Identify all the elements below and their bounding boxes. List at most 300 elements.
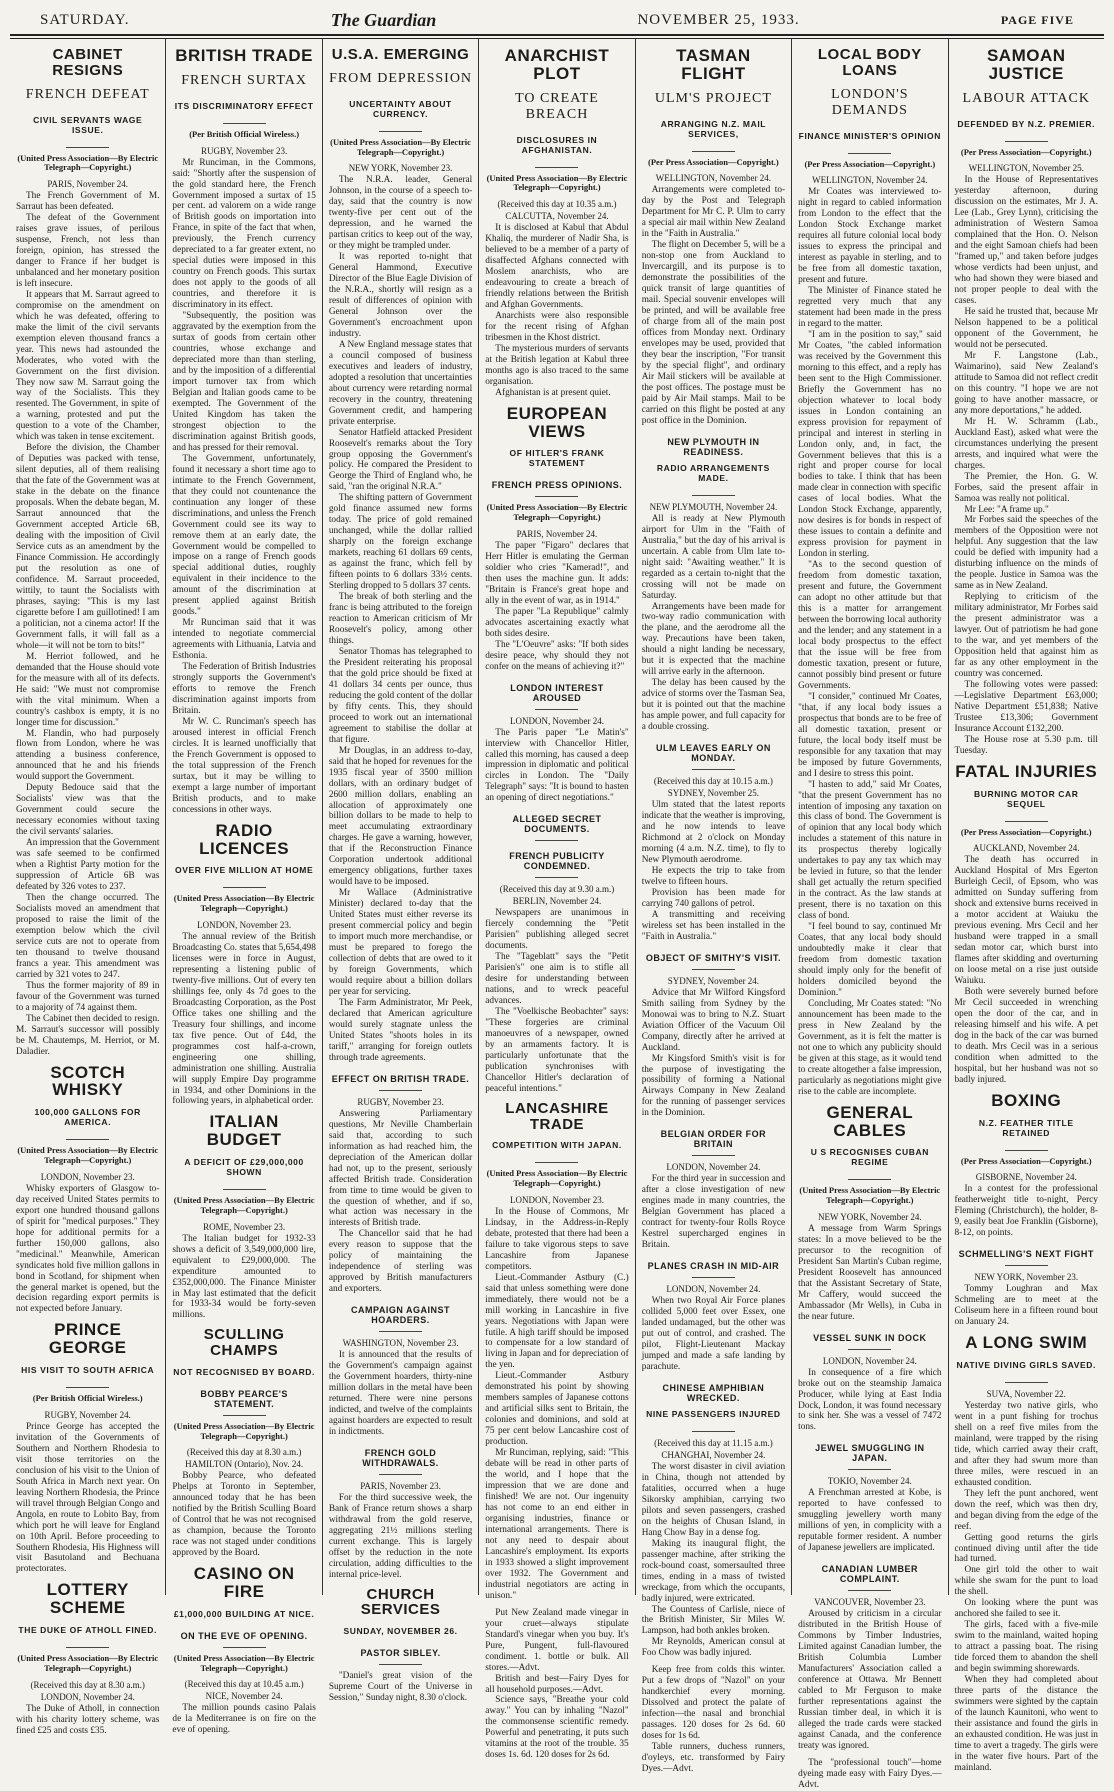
divider-rule xyxy=(66,1647,109,1648)
divider-rule xyxy=(223,1647,266,1648)
article-subheading: FRENCH SURTAX xyxy=(181,72,308,88)
article-kicker: UNCERTAINTY ABOUT CURRENCY. xyxy=(349,98,452,119)
news-column xyxy=(479,39,635,1761)
article-body xyxy=(485,1207,628,1602)
divider-rule xyxy=(1005,1382,1048,1383)
article-body xyxy=(642,514,785,733)
article-paragraph: The Countess of Carlisle, niece of the British Minister, Sir Miles W. Lampson, had both ankles broken. xyxy=(641,1604,786,1637)
article-paragraph: A New England message states that a council composed of business executives and leaders of industry, adopted a resolution that uncertainties about currency were retarding normal recovery in the country, threatening Government credit, and hampering private enterprise. xyxy=(328,339,473,427)
news-article xyxy=(329,1074,472,1295)
article-paragraph: Mr Reynolds, American consul at Foo Chow was badly injured. xyxy=(641,1637,786,1659)
article-dateline: HAMILTON (Ontario), Nov. 24. xyxy=(185,1459,304,1470)
news-article xyxy=(642,47,785,427)
article-paragraph: Afghanistan is at present quiet. xyxy=(495,387,611,398)
divider-rule xyxy=(1005,1265,1048,1266)
news-column xyxy=(949,39,1104,1773)
received-time: (Received this day at 8.30 a.m.) xyxy=(186,1447,302,1458)
article-dateline: CALCUTTA, November 24. xyxy=(505,211,609,222)
divider-rule xyxy=(692,969,735,970)
article-paragraph: Senator Thomas has telegraphed to the President reiterating his proposal that the gold price should be fixed at 41 dollars 34 cents per ounce, thus reducing the gold content of the dollar by fifty cents. This, they should proceed to work out an international agreement to stabilise the dollar at that figure. xyxy=(328,646,473,745)
article-paragraph: Making its inaugural flight, the passenger machine, after striking the rock-bound coast, somersaulted three times, ending in a mass of twisted wreckage, from which the occupants, badly injured, were extricated. xyxy=(641,1538,786,1604)
article-paragraph: Mr Runciman, replying, said: "This debate will be read in other parts of the world, and I hope that the impression that we are done and finished! We are not. Our ingenuity has not come to an end either in organising industries, finance or international arrangements. There is not any need to despair about Lancashire's employment. Its exports in 1933 showed a slight improvement over 1932. The Government and industrial negotiators are acting in unison." xyxy=(485,1448,629,1601)
article-dateline: NICE, November 24. xyxy=(205,1691,283,1702)
article-paragraph: It appears that M. Sarraut agreed to compromise on the amendment on which he was defeated, offering to make the limit of the civil servants exemption eleven thousand francs a year. This news had astounded the Moderates, who voted with the Government on the first division. They now saw M. Sarraut going the way of the Socialists. This they resented. The Government, in spite of a warning, protested and put the question to a vote of the Chamber, which was taken in tense excitement. xyxy=(16,289,160,443)
article-paragraph: Arrangements have been made for two-way radio communication with the plane, and the aerodrome all the way. Precautions have been taken, should a night landing be necessary, but it is expected that the machine will arrive early in the afternoon. xyxy=(641,601,786,678)
article-paragraph: The million pounds casino Palais de la Mediterranee is on fire on the eve of opening. xyxy=(172,1703,316,1736)
divider-rule xyxy=(848,1179,891,1180)
article-headline: TASMAN FLIGHT xyxy=(676,46,751,83)
article-paragraph: Mr Runciman said that it was intended to negotiate commercial agreements with Lithuania, Latvia and Esthonia. xyxy=(172,618,316,662)
article-credit: (Per Press Association—Copyright.) xyxy=(648,156,779,167)
news-article xyxy=(329,1587,472,1704)
article-paragraph: They left the punt anchored, went down the reef, which was then dry, and began diving from the edge of the reef. xyxy=(954,1488,1098,1532)
article-credit: (United Press Association—By Electric Telegraph—Copyright.) xyxy=(17,152,159,173)
article-credit: (United Press Association—By Electric Telegraph—Copyright.) xyxy=(486,502,628,523)
article-minor-heading: FRENCH PRESS OPINIONS. xyxy=(491,480,623,491)
article-kicker: DISCLOSURES IN AFGHANISTAN. xyxy=(516,134,598,155)
article-minor-heading: FRENCH PUBLICITY CONDEMNED. xyxy=(509,851,605,872)
article-paragraph: A Frenchman arrested at Kobe, is reported to have confessed to smuggling jewellery worth many millions of yen, in complicity with a reputable former resident. A number of Japanese jewellers are implicated. xyxy=(798,1488,942,1554)
article-body xyxy=(642,800,785,943)
article-dateline: RUGBY, November 23. xyxy=(357,1096,444,1107)
article-paragraph: M. Herriot followed, and he demanded that the House should vote for the measure with all of its defects. He said: "We must not compromise with the vital minimum. When a country's cashbox is empty, it is no longer time for discussion." xyxy=(16,651,160,728)
news-article xyxy=(798,1104,941,1323)
article-paragraph: A transmitting and receiving wireless set has been installed in the "Faith in Australia." xyxy=(641,909,786,942)
divider-rule xyxy=(66,147,109,148)
news-article xyxy=(955,763,1098,1086)
article-paragraph: Answering Parliamentary questions, Mr Neville Chamberlain said that, according to such information as had reached him, the depreciation of the American dollar had not, up to the present, seriously affected British trade. Consideration from time to time would be given to the question of whether, and if so, what action was necessary in the interests of British trade. xyxy=(328,1108,473,1229)
article-minor-heading: LONDON INTEREST AROUSED xyxy=(510,682,604,703)
article-body xyxy=(485,1608,628,1762)
news-column xyxy=(323,39,479,1704)
divider-rule xyxy=(692,151,735,152)
article-dateline: PARIS, November 23. xyxy=(360,1480,441,1491)
article-paragraph: The worst disaster in civil aviation in China, though not attended by fatalities, occurred when a huge Sikorsky amphibian, carrying two pilots and seven passengers, crashed on the heights of Chusan Island, in Hang Chow Bay in a dense fog. xyxy=(641,1461,786,1538)
article-headline: SCOTCH WHISKY xyxy=(50,1062,126,1100)
article-body xyxy=(955,1284,1098,1328)
article-credit: (Per Press Association—Copyright.) xyxy=(960,826,1092,837)
article-minor-heading: PASTOR SIBLEY. xyxy=(360,1648,441,1659)
article-dateline: VANCOUVER, November 23. xyxy=(814,1597,926,1608)
article-paragraph: Newspapers are unanimous in fiercely condemning the "Petit Parisien" publishing alleged secret documents. xyxy=(485,908,629,952)
article-paragraph: Mr F. Langstone (Lab., Waimarino), said New Zealand's attitude to Samoa did not reflect credit on this country. "I hope we are not going to have another massacre, or any more deportations," he added. xyxy=(954,350,1098,416)
article-paragraph: All is ready at New Plymouth airport for Ulm in the "Faith of Australia," but the day of his arrival is uncertain. A cable from Ulm late to-night said: "Awaiting weather." It is regarded as a certain to-night that the crossing will not be made on Saturday. xyxy=(641,513,786,601)
article-paragraph: The break of both sterling and the franc is being attributed to the foreign reaction to American criticism of Mr Roosevelt's policy, among other things. xyxy=(328,592,473,646)
article-body xyxy=(172,158,315,816)
article-paragraph: Aroused by criticism in a circular distributed in the British House of Commons by Timber Industries, Limited against Canadian lumber, the British Columbia Lumber Manufacturers' Association called a conference at Ottawa. Mr Bennett cabled to Mr Ferguson to make further representations against the Russian timber deal, in which it is alleged the trade cards were stacked against Canada, and the conference treaty was ignored. xyxy=(798,1609,942,1751)
article-subheading: LABOUR ATTACK xyxy=(962,90,1090,106)
article-kicker: NATIVE DIVING GIRLS SAVED. xyxy=(956,1359,1096,1370)
article-body xyxy=(955,175,1098,756)
news-article xyxy=(485,851,628,1094)
news-article xyxy=(955,47,1098,757)
article-minor-heading: FRENCH GOLD WITHDRAWALS. xyxy=(362,1447,439,1468)
article-paragraph: In the House of Representatives yesterday afternoon, during discussion on the estimates, Mr J. A. Lee (Lab., Grey Lynn), criticising the administration of Western Samoa complained that the Hon. O. Nelson and the eight Samoan chiefs had been "framed up," and taken before judges whose verdicts had been unjust, and who had shown they were biased and not proper people to deal with the cases. xyxy=(954,175,1098,307)
article-paragraph: The French Government of M. Sarraut has been defeated. xyxy=(16,191,160,212)
article-dateline: RUGBY, November 24. xyxy=(44,1409,131,1420)
article-paragraph: Before the division, the Chamber of Deputies was packed with tense, silent deputies, all of them realising that the fate of the Government was at stake in the debate on the finance proposals. When the debate began, M. Sarraut announced that the Government accepted Article 6B, dealing with the imposition of Civil Service cuts as an amendment by the Finance Commission. He accordingly put the resolution as one of confidence. M. Sarraut proceeded, wittily, to taunt the Socialists with phrases, saying: "This is my last cigarette before I am guillotined! I am a politician, not a cinema actor! If the Government falls, it will fall as a whole—it will not be torn to bits!" xyxy=(16,443,160,651)
article-paragraph: The death has occurred in Auckland Hospital of Mrs Egerton Burleigh Cecil, of Epsom, who was admitted on Sunday suffering from shock and extensive burns received in a motor accident at Waiuku the previous evening. Mrs Cecil and her husband were trapped in a small sedan motor car, which burst into flames after skidding and overturning on loose metal on a rise just outside Waiuku. xyxy=(954,855,1098,987)
article-paragraph: The "professional touch"—home dyeing made easy with Fairy Dyes.—Advt. xyxy=(798,1757,942,1790)
article-paragraph: The delay has been caused by the advice of storms over the Tasman Sea, but it is pointed out that the machine has ample power, and full capacity for a double crossing. xyxy=(641,678,786,733)
divider-rule xyxy=(848,153,891,154)
divider-rule xyxy=(848,1590,891,1591)
article-credit: (United Press Association—By Electric Telegraph—Copyright.) xyxy=(17,1145,159,1166)
article-kicker: U S RECOGNISES CUBAN REGIME xyxy=(810,1147,929,1168)
article-dateline: LONDON, November 23. xyxy=(40,1171,135,1182)
article-dateline: WELLINGTON, November 24. xyxy=(655,173,772,184)
article-dateline: WASHINGTON, November 23. xyxy=(342,1338,459,1349)
news-article xyxy=(642,743,785,943)
article-headline: BRITISH TRADE xyxy=(175,46,314,65)
article-paragraph: Bobby Pearce, who defeated Phelps at Toronto in September, announced today that he has been notified by the British Sculling Board of Control that he was not recognised as champion, because the Toronto race was not staged under conditions approved by the Board. xyxy=(172,1471,316,1559)
news-article xyxy=(485,1608,628,1762)
article-body xyxy=(329,175,472,1063)
article-paragraph: Provision has been made for carrying 740 gallons of petrol. xyxy=(641,887,786,909)
article-dateline: GISBORNE, November 24. xyxy=(975,1172,1077,1183)
article-dateline: WELLINGTON, November 25. xyxy=(968,163,1084,174)
divider-rule xyxy=(379,131,422,132)
article-paragraph: M. Flandin, who had purposely flown from London, where he was attending a business conference, announced that he and his friends would support the Government. xyxy=(16,728,160,783)
article-paragraph: Mr H. W. Schramm (Lab., Auckland East), asked what were the circumstances underlying the present arrests, and inquired what were the charges. xyxy=(954,416,1098,471)
article-minor-heading: OBJECT OF SMITHY'S VISIT. xyxy=(645,952,781,963)
article-headline: BOXING xyxy=(991,1090,1062,1110)
article-paragraph: Keep free from colds this winter. Put a few drops of "Nazol" on your handkerchief every morning. Dissolved and protect the palate of infection—the nasal and bronchial passages. 120 doses for 2s 6d. 60 doses for 1s 6d. xyxy=(641,1665,786,1742)
news-article xyxy=(798,1443,941,1554)
article-headline: FATAL INJURIES xyxy=(955,761,1098,781)
article-body xyxy=(172,1703,315,1736)
article-paragraph: In consequence of a fire which broke out on the steamship Jamaica Producer, while lying at East India Dock, London, it was found necessary to sink her. She was a vessel of 7472 tons. xyxy=(798,1367,942,1433)
article-dateline: LONDON, November 23. xyxy=(509,1194,604,1205)
article-credit: (United Press Association—By Electric Telegraph—Copyright.) xyxy=(173,893,315,914)
article-kicker: OF HITLER'S FRANK STATEMENT xyxy=(509,448,605,469)
article-paragraph: The annual review of the British Broadcasting Co. states that 5,654,498 licenses were in force in August, representing a listening public of twenty-five millions. Out of every ten shillings fee, only 4s 7d goes to the Broadcasting Corporation, as the Post Office takes one shilling and the Treasury four shillings, and income tax five pence. Out of £4d, the programmes cost half-a-crown, engineering one shilling, administration one shilling. Australia will supply Empire Day programme in 1934, and other Dominions in the following years, in alphabetical order. xyxy=(172,931,316,1107)
article-dateline: NEW YORK, November 24. xyxy=(817,1211,922,1222)
article-paragraph: Mr Lee: "A frame up." xyxy=(964,504,1049,515)
article-body xyxy=(485,541,628,673)
article-dateline: LONDON, November 24. xyxy=(666,1162,761,1173)
news-article xyxy=(16,47,159,1058)
news-article xyxy=(642,1129,785,1251)
article-subheading: FRENCH DEFEAT xyxy=(25,86,150,102)
article-paragraph: Lieut.-Commander Astbury (C.) said that unless something were done immediately, there would not be a mill working in Lancashire in five years. Negotiations with Japan were futile. A high tariff should be imposed to compensate for a low standard of living in Japan and for depreciation of the yen. xyxy=(485,1272,629,1371)
divider-rule xyxy=(535,496,578,497)
article-dateline: PARIS, November 24. xyxy=(516,528,598,539)
article-body xyxy=(798,1488,941,1554)
article-paragraph: Advice that Mr Wilford Kingsford Smith sailing from Sydney by the Monowai was to bring to N.Z. Stuart Aviation Officer of the Vacuum Oil Company, directly after he arrived at Auckland. xyxy=(641,987,786,1053)
article-dateline: ROME, November 23. xyxy=(203,1221,286,1232)
article-body xyxy=(798,1224,941,1323)
article-paragraph: The Federation of British Industries strongly supports the Government's efforts to remove the French discrimination against imports from Britain. xyxy=(172,662,316,717)
article-paragraph: One girl told the other to wait while she swam for the punt to load the shell. xyxy=(954,1565,1098,1598)
news-column xyxy=(166,39,322,1736)
article-paragraph: It is disclosed at Kabul that Abdul Khaliq, the murderer of Nadir Sha, is believed to be a member of a party of disaffected Afghans connected with Moslem anarchists, who are endeavouring to create a breach of friendly relations between the British and Afghan Governments. xyxy=(485,223,629,310)
article-credit: (United Press Association—By Electric Telegraph—Copyright.) xyxy=(486,172,628,193)
article-kicker: FINANCE MINISTER'S OPINION xyxy=(798,130,941,141)
divider-rule xyxy=(223,1415,266,1416)
divider-rule xyxy=(535,840,578,841)
article-body xyxy=(798,187,941,1097)
article-dateline: WELLINGTON, November 24. xyxy=(812,175,928,186)
article-paragraph: "Subsequently, the position was aggravated by the exemption from the surtax of goods from certain other countries, whose exchange and depreciated more than than sterling, and by the imposition of a differential import turnover tax from which Belgian and Italian goods came to be exempted. The Government of the United Kingdom has taken the strongest objection to the discrimination against British goods, and has pressed for their removal. xyxy=(172,311,316,453)
article-paragraph: For the third year in succession and after a close investigation of new engines made in many countries, the Belgian Government has placed a contract for twenty-four Rolls Royce Kestrel supercharged engines in Britain. xyxy=(641,1174,786,1251)
news-article xyxy=(329,1448,472,1581)
article-paragraph: Mr W. C. Runciman's speech has aroused interest in official French circles. It is learned unofficially that the French Government is opposed to the total suppression of the French surtax, but it may be willing to exempt a large number of important British products, and to make concessions in other ways. xyxy=(172,717,316,815)
article-headline: LOTTERY SCHEME xyxy=(46,1580,129,1618)
article-subheading: LONDON'S DEMANDS xyxy=(831,86,909,118)
article-paragraph: Mr Runciman, in the Commons, said: "Shortly after the suspension of the gold standard here, the French Government imposed a surtax of 15 per cent. ad valorem on a wide range of British goods on importation into France, in spite of the fact that when, previously, the French currency depreciated to a far greater extent, no special duties were imposed in this country on French goods. This surtax does not apply to the goods of all countries, and therefore it is discriminatory in its effect. xyxy=(172,157,316,311)
divider-rule xyxy=(223,887,266,888)
news-article xyxy=(955,1249,1098,1328)
article-kicker: SUNDAY, NOVEMBER 26. xyxy=(343,1626,458,1637)
news-article xyxy=(955,1334,1098,1774)
article-kicker: COMPETITION WITH JAPAN. xyxy=(492,1140,622,1151)
article-paragraph: Thus the former majority of 89 in favour of the Government was turned to a majority of 74 against them. xyxy=(16,980,160,1013)
article-paragraph: Ulm stated that the latest reports indicate that the weather is improving, and he now intends to leave Richmond at 2 o'clock on Monday morning (4 a.m. N.Z. time), to fly to New Plymouth aerodrome. xyxy=(641,800,786,865)
article-dateline: LONDON, November 24. xyxy=(40,1691,135,1702)
article-kicker: HIS VISIT TO SOUTH AFRICA xyxy=(21,1365,155,1376)
article-paragraph: The Government, unfortunately, found it necessary a short time ago to intimate to the French Government, that they could not countenance the continuation any longer of these discriminations, and unless the French Government could see its way to remove them at an early date, the Government would be compelled to impose on a range of French goods special additional duties, roughly equivalent in their incidence to the amount of the discrimination at present applied against British goods." xyxy=(172,453,316,618)
article-paragraph: The Chancellor said that he had every reason to suppose that the policy of maintaining the independence of sterling was approved by British manufacturers and exporters. xyxy=(328,1229,473,1295)
article-kicker: £1,000,000 BUILDING AT NICE. xyxy=(173,1608,315,1619)
article-paragraph: The "L'Oeuvre" asks: "If both sides desire peace, why should they not confer on the means of achieving it?" xyxy=(485,639,629,672)
article-paragraph: He expects the trip to take from twelve to fifteen hours. xyxy=(641,865,786,887)
article-dateline: LONDON, November 24. xyxy=(666,1284,761,1295)
article-body xyxy=(329,1109,472,1295)
article-headline: PRINCE GEORGE xyxy=(48,1320,127,1358)
article-credit: (United Press Association—By Electric Telegraph—Copyright.) xyxy=(486,1168,628,1189)
article-kicker: ARRANGING N.Z. MAIL SERVICES, xyxy=(660,118,767,139)
divider-rule xyxy=(223,1189,266,1190)
news-article xyxy=(642,1383,785,1659)
masthead xyxy=(10,6,1104,36)
article-body xyxy=(172,932,315,1108)
article-body xyxy=(798,1609,941,1752)
divider-rule xyxy=(692,1431,735,1432)
article-paragraph: The "Tageblatt" says the "Petit Parisien's" one aim is to stifle all desire for understanding between nations, and to wreck peaceful advances. xyxy=(485,952,629,1007)
news-article xyxy=(955,1092,1098,1239)
news-article xyxy=(172,1113,315,1321)
article-headline: U.S.A. EMERGING xyxy=(331,46,470,63)
article-paragraph: Replying to criticism of the military administrator, Mr Forbes said the present administrator was a lawyer. Out of patriotism he had gone to the war, and yet members of the Opposition held that against him as far as any other employment in the country was concerned. xyxy=(954,592,1098,680)
article-headline: GENERAL CABLES xyxy=(826,1102,914,1140)
article-minor-heading: CAMPAIGN AGAINST HOARDERS. xyxy=(351,1305,451,1326)
received-time: (Received this day at 11.15 a.m.) xyxy=(654,1437,773,1448)
article-headline: CABINET RESIGNS xyxy=(52,46,124,79)
article-credit: (Per British Official Wireless.) xyxy=(189,128,300,139)
news-column xyxy=(792,39,948,1790)
article-paragraph: The Cabinet then decided to resign. M. Sarraut's successor will possibly be M. Chautemps, M. Herriot, or M. Daladier. xyxy=(16,1013,160,1057)
news-article xyxy=(798,47,941,1098)
article-kicker: NINE PASSENGERS INJURED xyxy=(646,1408,781,1419)
article-body xyxy=(642,1665,785,1775)
article-kicker: OVER FIVE MILLION AT HOME xyxy=(175,865,314,876)
article-headline: LANCASHIRE TRADE xyxy=(505,1099,609,1133)
article-paragraph: Put New Zealand made vinegar in your cruet—always stipulate Standard's vinegar when you buy. It's Pure, Pungent, full-flavoured condiment. 1. bottle or bulk. All stores.—Advt. xyxy=(485,1607,629,1673)
divider-rule xyxy=(535,877,578,878)
article-minor-heading: ULM LEAVES EARLY ON MONDAY. xyxy=(655,743,771,764)
article-paragraph: When they had completed about three parts of the distance the swimmers were sighted by the captain of the launch Kaunitoni, who went to their assistance and found the girls in an exhausted condition. He was just in time to avert a tragedy. The girls were in the water five hours. Part of the mainland. xyxy=(954,1675,1098,1773)
masthead-day: SATURDAY. xyxy=(40,11,130,28)
news-article xyxy=(798,1564,941,1752)
divider-rule xyxy=(692,1277,735,1278)
divider-rule xyxy=(535,1162,578,1163)
article-body xyxy=(16,1184,159,1316)
article-body xyxy=(329,1493,472,1581)
article-minor-heading: ON THE EVE OF OPENING. xyxy=(180,1630,308,1641)
article-kicker: DEFENDED BY N.Z. PREMIER. xyxy=(957,118,1096,129)
news-article xyxy=(16,1064,159,1316)
news-columns xyxy=(10,38,1104,1790)
article-headline: CASINO ON FIRE xyxy=(193,1564,295,1602)
article-body xyxy=(642,185,785,426)
news-article xyxy=(16,1581,159,1736)
article-paragraph: Whisky exporters of Glasgow to-day received United States permits to export one hundred thousand gallons of spirit for "medical purposes." They hope for additional permits for a further 150,000 gallons, also "medicinal." Meanwhile, American syndicates hold five million gallons in bond in Scotland, for shipment when the general market is opened, but the decision regarding export permits is not expected before January. xyxy=(16,1183,160,1315)
article-paragraph: The paper "Figaro" declares that Herr Hitler is emulating the German soldier who cries "Kamerad!", and then uses the machine gun. It adds: "Britain is France's great hope and ally in the event of war, as in 1914." xyxy=(485,540,629,606)
article-paragraph: The defeat of the Government raises grave issues, of perilous suspense, French, not less than foreign, opinion, has stressed the danger to France if her budget is unbalanced and her monetary position is left insecure. xyxy=(16,212,160,289)
article-headline: SAMOAN JUSTICE xyxy=(986,46,1066,83)
article-dateline: SYDNEY, November 25. xyxy=(667,788,760,799)
article-paragraph: Mr Kingsford Smith's visit is for the purpose of investigating the possibility of forming a National Airways Company in New Zealand for the running of passenger services in the Dominion. xyxy=(641,1053,786,1119)
divider-rule xyxy=(66,1387,109,1388)
article-headline: ITALIAN BUDGET xyxy=(206,1112,282,1150)
news-column xyxy=(10,39,166,1736)
divider-rule xyxy=(535,167,578,168)
article-paragraph: The paper "La Republique" calmly advocates ascertaining exactly what both sides desire. xyxy=(485,606,629,639)
article-paragraph: Prince George has accepted the invitation of the Governments of Southern and Northern Rhodesia to visit those territories on the conclusion of his visit to the Union of South Africa in March next year. On leaving Northern Rhodesia, the Prince will travel through Belgian Congo and Angola, en route to Lobito Bay, from which port he will leave for England on 10th April. Before proceeding to Southern Rhodesia, His Highness will visit Basutoland and Bechuana protectorates. xyxy=(16,1421,160,1575)
article-paragraph: Anarchists were also responsible for the recent rising of Afghan tribesmen in the Khost district. xyxy=(485,310,629,343)
article-credit: (Per Press Association—Copyright.) xyxy=(960,146,1092,157)
article-dateline: PARIS, November 24. xyxy=(47,179,129,190)
news-article xyxy=(642,1665,785,1775)
article-paragraph: For the third successive week, the Bank of France return shows a sharp withdrawal from the gold reserve, aggregating 21½ millions sterling current exchange. This is largely offset by the reduction in the note circulation, adding difficulties to the internal price-level. xyxy=(328,1492,473,1580)
masthead-page-number: PAGE FIVE xyxy=(1000,12,1074,27)
article-body xyxy=(642,1462,785,1659)
news-column xyxy=(636,39,792,1775)
article-headline: CHURCH SERVICES xyxy=(360,1585,441,1619)
news-article xyxy=(172,47,315,816)
article-paragraph: Tommy Loughran and Max Schmeling are to meet at the Coliseum here in a fifteen round bout on January 24. xyxy=(954,1284,1098,1328)
article-subheading: FROM DEPRESSION xyxy=(329,70,473,86)
article-credit: (United Press Association—By Electric Telegraph—Copyright.) xyxy=(173,1652,315,1673)
article-kicker: NOT RECOGNISED BY BOARD. xyxy=(173,1366,316,1377)
news-article xyxy=(329,47,472,1064)
article-headline: LOCAL BODY LOANS xyxy=(817,46,922,79)
divider-rule xyxy=(1005,1150,1048,1151)
article-headline: RADIO LICENCES xyxy=(199,820,290,858)
article-headline: ANARCHIST PLOT xyxy=(504,46,610,83)
article-dateline: NEW YORK, November 23. xyxy=(974,1272,1079,1283)
news-article xyxy=(798,1758,941,1791)
divider-rule xyxy=(223,123,266,124)
article-kicker: CIVIL SERVANTS WAGE ISSUE. xyxy=(33,114,143,135)
received-time: (Received this day at 10.45 a.m.) xyxy=(184,1679,304,1690)
article-paragraph: The "Voelkische Beobachter" says: "These forgeries are criminal manoeuvres of a newspaper, owned by an armaments factory. It is particularly unfortunate that the publication synchronises with Chancellor Hitler's declaration of peaceful intentions." xyxy=(485,1007,629,1094)
article-paragraph: Concluding, Mr Coates stated: "No announcement has been made to the press in New Zealand by the Government, as it is felt the matter is not one to which any publicity should be given at this stage, as it would tend to create altogether a false impression, particularly as negotiations might give rise to the cable are incomplete. xyxy=(798,998,942,1097)
article-paragraph: The mysterious murders of servants at the British legation at Kabul three months ago is also traced to the same organisation. xyxy=(485,343,629,387)
news-article xyxy=(798,1333,941,1434)
article-minor-heading: BELGIAN ORDER FOR BRITAIN xyxy=(660,1129,767,1150)
article-dateline: SYDNEY, November 24. xyxy=(667,975,760,986)
article-minor-heading: PLANES CRASH IN MID-AIR xyxy=(647,1261,780,1272)
article-body xyxy=(16,1422,159,1576)
article-credit: (Per Press Association—Copyright.) xyxy=(804,158,936,169)
article-kicker: N.Z. FEATHER TITLE RETAINED xyxy=(978,1117,1074,1138)
article-dateline: RUGBY, November 23. xyxy=(200,145,288,156)
article-paragraph: Table runners, duchess runners, d'oyleys, etc. transformed by Fairy Dyes.—Advt. xyxy=(641,1742,786,1775)
article-credit: (United Press Association—By Electric Telegraph—Copyright.) xyxy=(799,1185,941,1206)
article-paragraph: On looking where the punt was anchored she failed to see it. xyxy=(954,1598,1098,1620)
article-kicker: ITS DISCRIMINATORY EFFECT xyxy=(174,100,314,111)
article-body xyxy=(955,1184,1098,1239)
article-body xyxy=(172,1471,315,1559)
article-credit: (United Press Association—By Electric Telegraph—Copyright.) xyxy=(17,1653,159,1673)
divider-rule xyxy=(692,1155,735,1156)
article-subheading: ULM'S PROJECT xyxy=(654,90,772,106)
article-body xyxy=(485,223,628,399)
article-dateline: LONDON, November 24. xyxy=(822,1355,917,1366)
article-paragraph: The N.R.A. leader, General Johnson, in the course of a speech to-day, said that the country is now twenty-five per cent out of the depression, and he warned the partisan critics to keep out of the way, or they might be trampled under. xyxy=(328,175,473,252)
masthead-date: NOVEMBER 25, 1933. xyxy=(637,11,800,28)
news-article xyxy=(485,814,628,841)
article-body xyxy=(798,1368,941,1434)
article-paragraph: Lieut.-Commander Astbury demonstrated his point by showing members samples of Japanese cottons and artificial silks sent to Britain, the colonies and dominions, and sold at 75 per cent below Lancashire cost of production. xyxy=(485,1371,629,1448)
article-body xyxy=(329,1350,472,1438)
divider-rule xyxy=(848,1469,891,1470)
article-paragraph: The girls, faced with a five-mile swim to the mainland, waited hoping to attract a passing boat. The rising tide forced them to abandon the shell and begin swimming shorewards. xyxy=(954,1620,1098,1675)
article-paragraph: Arrangements were completed to-day by the Post and Telegraph Department for Mr C. P. Ulm to carry a special air mail within New Zealand in the "Faith in Australia." xyxy=(641,185,786,240)
divider-rule xyxy=(848,1349,891,1350)
article-credit: (Per British Official Wireless.) xyxy=(32,1393,143,1404)
article-dateline: NEW YORK, November 23. xyxy=(348,163,453,174)
news-article xyxy=(16,1321,159,1575)
article-minor-heading: CHINESE AMPHIBIAN WRECKED. xyxy=(662,1382,765,1403)
article-dateline: CHANGHAI, November 24. xyxy=(661,1449,766,1460)
article-paragraph: When two Royal Air Force planes collided 5,000 feet over Essex, one landed undamaged, but the other was put out of control, and crashed. The pilot, Flight-Lieutenant Mackay jumped and made a safe landing by parachute. xyxy=(641,1296,786,1372)
news-article xyxy=(642,953,785,1120)
article-paragraph: British and best—Fairy Dyes for all household purposes.—Advt. xyxy=(485,1673,629,1695)
divider-rule xyxy=(535,709,578,710)
article-headline: EUROPEAN VIEWS xyxy=(506,403,608,441)
divider-rule xyxy=(1005,821,1048,822)
article-paragraph: Mr Coates was interviewed to-night in regard to cabled information from London to the effect that the London Stock Exchange market requires all future colonial local body issues to express the principal and interest as payable in sterling, and to be free from all domestic taxation, present and future. xyxy=(798,187,942,286)
article-paragraph: The Duke of Atholl, in connection with his charity lottery scheme, was fined £25 and costs £35. xyxy=(16,1703,160,1736)
news-article xyxy=(329,1305,472,1438)
article-kicker: RADIO ARRANGEMENTS MADE. xyxy=(656,462,770,483)
masthead-title: The Guardian xyxy=(330,9,437,30)
received-time: (Received this day at 10.35 a.m.) xyxy=(497,199,617,210)
article-paragraph: Mr Douglas, in an address to-day, said that he hoped for revenues for the 1935 fiscal year of 3500 million dollars, with an ordinary budget of 2600 million dollars, enabling an allocation of approximately one billion dollars to be made to help to meet accumulating extraordinary charges. He gave a warning, however, that if the Reconstruction Finance Corporation undertook additional emergency obligations, further taxes would have to be imposed. xyxy=(328,745,473,888)
article-body xyxy=(16,1704,159,1737)
news-article xyxy=(642,1261,785,1373)
article-paragraph: "Daniel's great vision of the Supreme Court of the Universe in Session," Sunday night, 8.30 o'clock. xyxy=(328,1671,473,1704)
article-paragraph: The Farm Administrator, Mr Peek, declared that American agriculture would surely stagnate unless the United States "shoots holes in its tariff," arranging for foreign outlets through trade agreements. xyxy=(328,997,473,1063)
article-minor-heading: VESSEL SUNK IN DOCK xyxy=(813,1332,927,1343)
article-dateline: SUVA, November 22. xyxy=(986,1388,1066,1399)
article-credit: (United Press Association—By Electric Telegraph—Copyright.) xyxy=(173,1420,315,1441)
article-headline: A LONG SWIM xyxy=(965,1333,1088,1353)
divider-rule xyxy=(66,1139,109,1140)
article-paragraph: Then the change occurred. The Socialists moved an amendment that proposed to raise the limit of the exemption below which the civil service cuts are not to operate from ten thousand to twelve thousand francs a year. This amendment was carried by 321 votes to 247. xyxy=(16,893,160,980)
article-paragraph: "I am in the position to say," said Mr Coates, "the cabled information was received by the Government this morning to this effect, and a reply has been sent to the High Commissioner. Briefly the Government has no objection whatever to local body issues in London containing an express provision for repayment of principal and interest in sterling in London only, and, in fact, the Government believes that this is a right and proper course for local bodies to take. I think that has been made clear in connection with specific cases of local bodies. What the London Stock Exchange, apparently, now desires is for bonds in respect of these issues to contain a definite and express provision for payment in London in sterling. xyxy=(798,329,942,560)
article-body xyxy=(16,191,159,1058)
article-dateline: NEW PLYMOUTH, November 24. xyxy=(649,501,778,512)
article-kicker: BURNING MOTOR CAR SEQUEL xyxy=(974,788,1079,809)
article-paragraph: Mr Forbes said the speeches of the members of the Opposition were not helpful. Any suggestion that the law could be defied with impunity had a disturbing influence on the minds of the people. Justice in Samoa was the same as in New Zealand. xyxy=(954,515,1098,592)
news-article xyxy=(485,47,628,399)
article-minor-heading: SCHMELLING'S NEXT FIGHT xyxy=(958,1249,1094,1260)
article-paragraph: "I feel bound to say, continued Mr Coates, that any local body should undoubtedly make it clear that freedom from domestic taxation should imply only for the benefit of holders domiciled beyond the Dominion." xyxy=(798,922,942,998)
